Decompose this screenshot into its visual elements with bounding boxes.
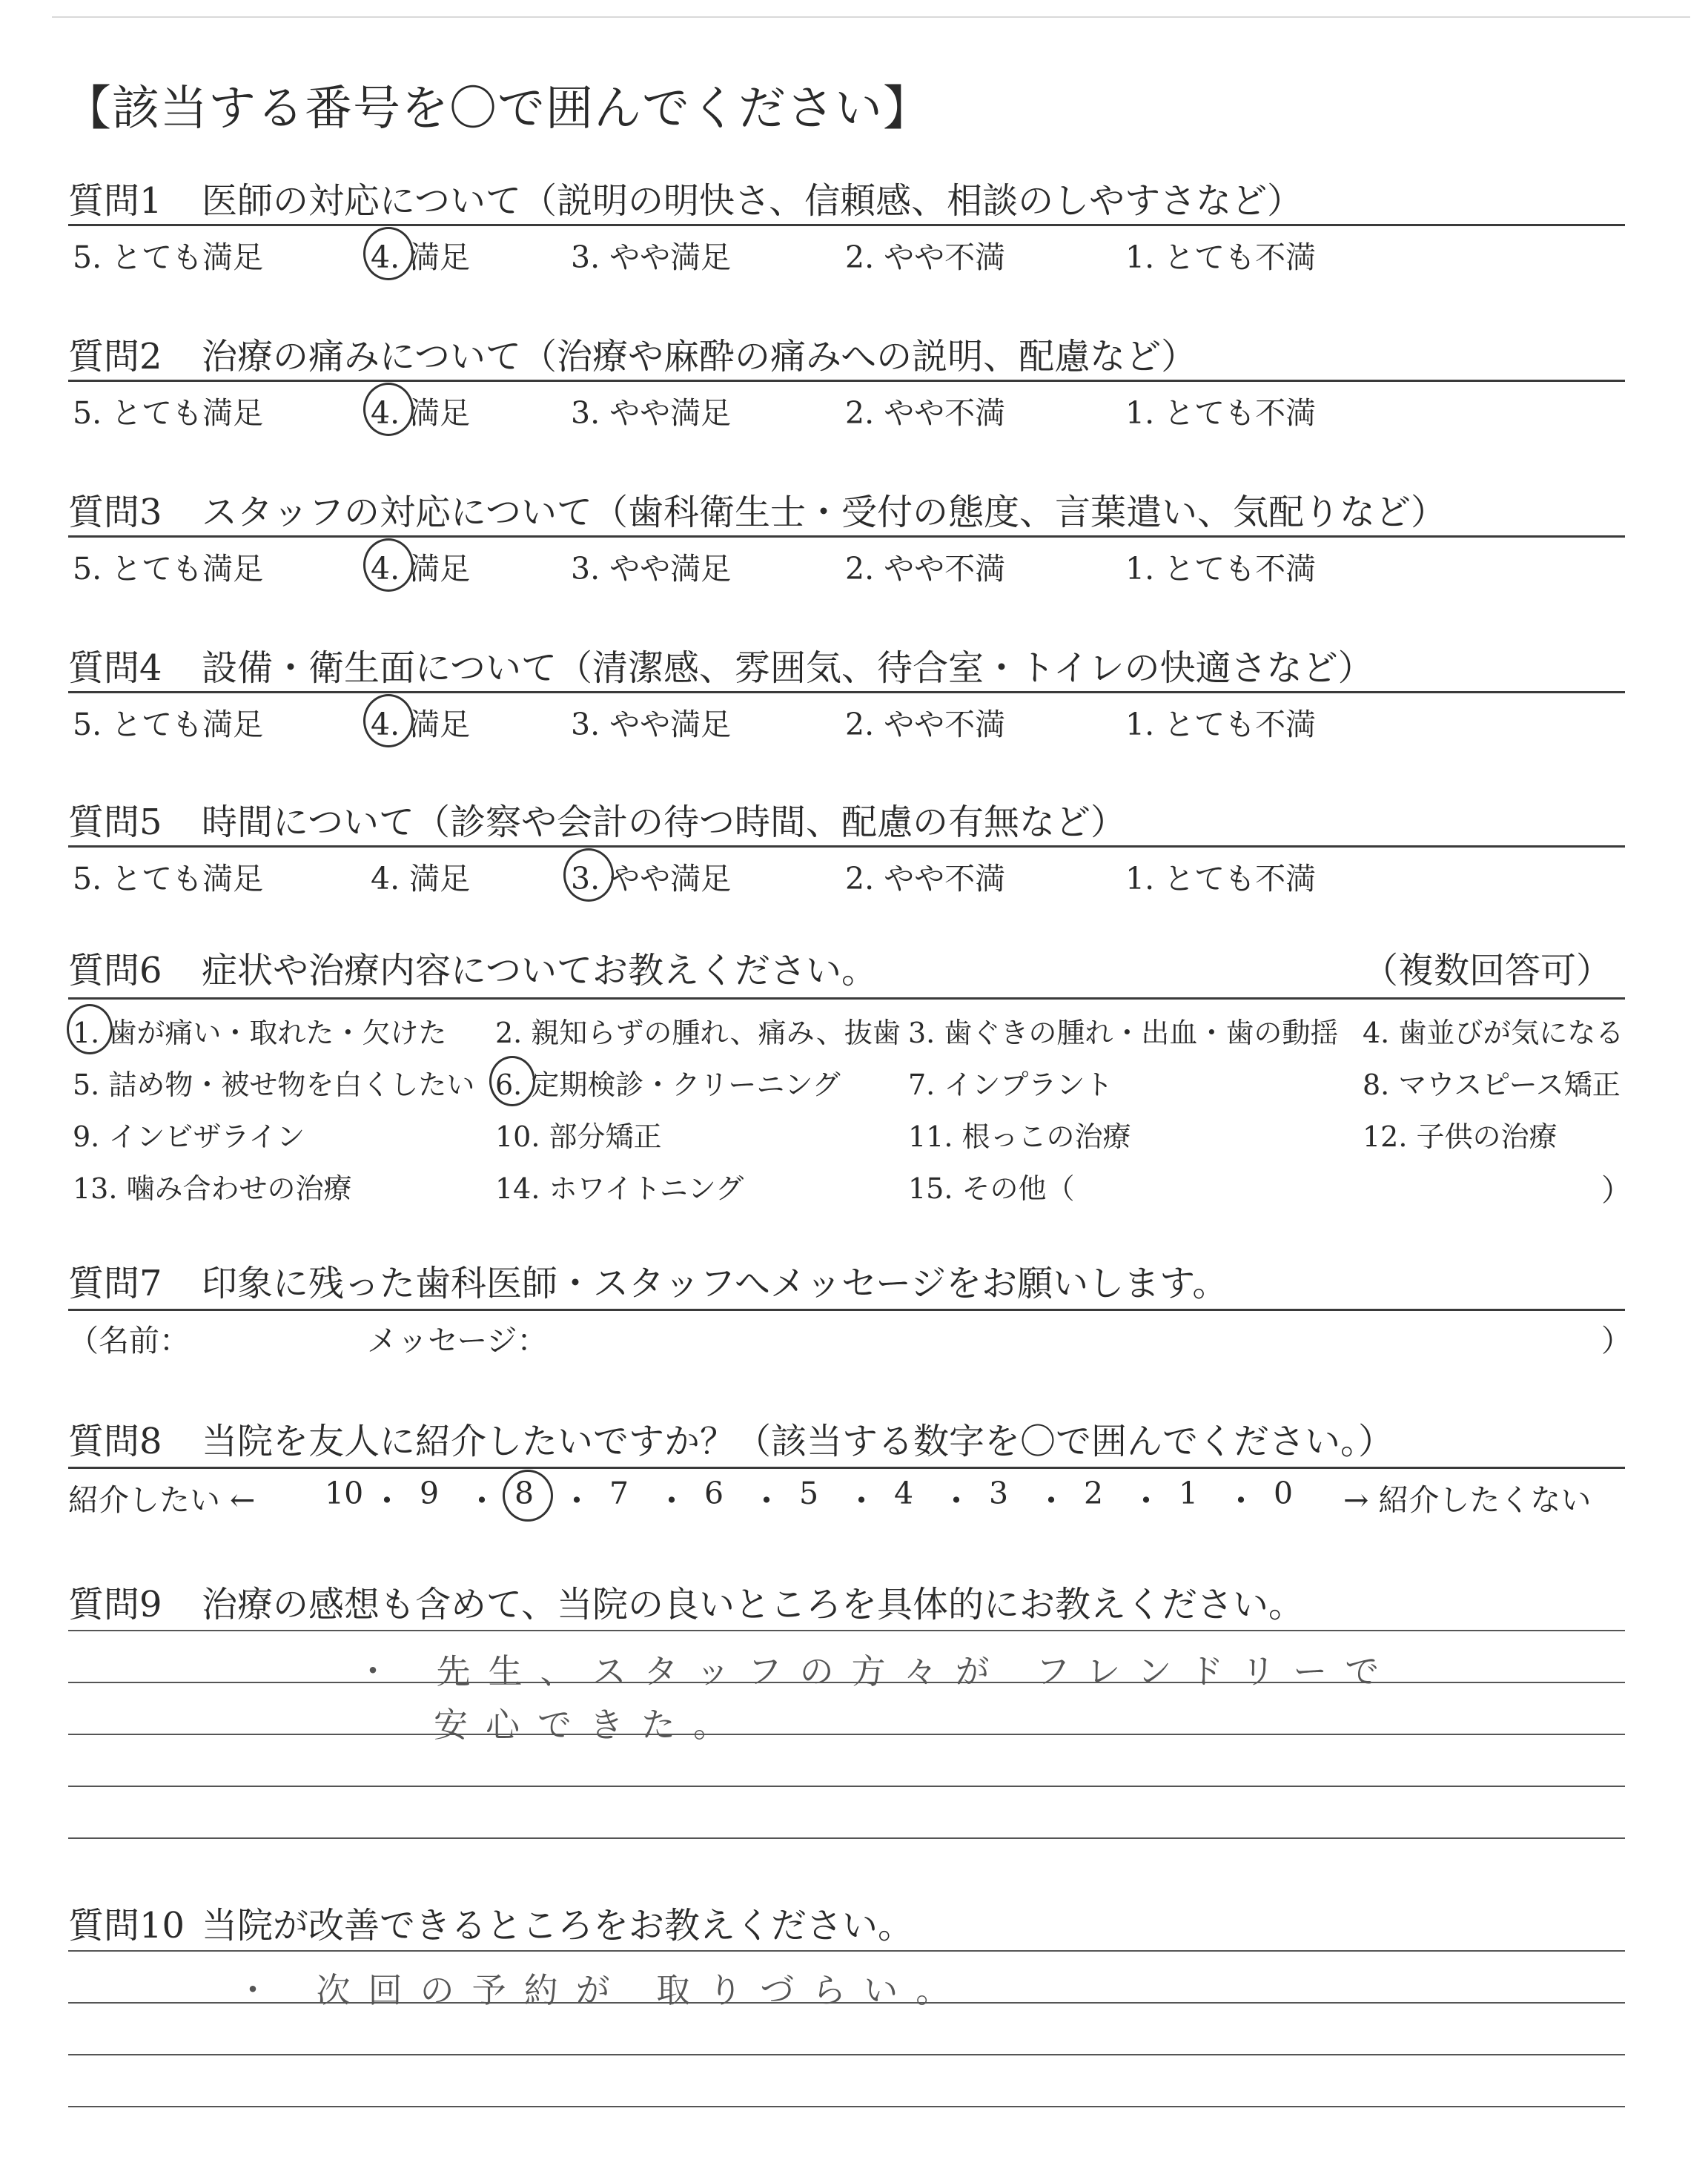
handwritten-answer: 安心できた。 [434, 1705, 745, 1745]
scale-separator: ・ [560, 1482, 593, 1520]
scale-separator: ・ [371, 1482, 403, 1520]
symptom-option[interactable]: 10. 部分矯正 [495, 1120, 662, 1153]
scale-number[interactable]: 7 [609, 1476, 629, 1511]
rating-option[interactable]: 2. やや不満 [845, 551, 1006, 587]
symptom-option[interactable]: 15. その他（ [908, 1172, 1075, 1205]
rating-option[interactable]: 2. やや不満 [845, 861, 1006, 896]
scale-number[interactable]: 0 [1274, 1476, 1294, 1511]
rating-option[interactable]: 4. 満足 [371, 707, 471, 742]
scale-number[interactable]: 4 [894, 1476, 914, 1511]
selected-circle [363, 383, 414, 436]
underline [68, 1467, 1625, 1469]
scale-separator: ・ [1225, 1482, 1257, 1520]
handwritten-answer: ・ 先生、スタッフの方々が フレンドリーで [356, 1651, 1397, 1691]
answer-line [68, 1630, 1625, 1631]
question-number: 質問5 [68, 802, 162, 843]
rating-option[interactable]: 4. 満足 [371, 861, 471, 896]
question-number: 質問10 [68, 1905, 185, 1946]
instruction-title: 【該当する番号を〇で囲んでください】 [64, 82, 931, 136]
question-7 [68, 1255, 1228, 1306]
scale-separator: ・ [1130, 1482, 1162, 1520]
rating-option[interactable]: 4. 満足 [371, 240, 471, 275]
underline [68, 224, 1625, 226]
question-text: 設備・衛生面について（清潔感、雰囲気、待合室・トイレの快適さなど） [202, 647, 1374, 689]
underline [68, 535, 1625, 538]
message-close-paren: ） [1601, 1323, 1632, 1358]
question-text: 当院を友人に紹介したいですか？（該当する数字を〇で囲んでください。） [202, 1421, 1394, 1462]
selected-circle [363, 538, 414, 592]
rating-option[interactable]: 5. とても満足 [73, 861, 264, 896]
rating-option[interactable]: 4. 満足 [371, 551, 471, 587]
question-text: 当院が改善できるところをお教えください。 [202, 1905, 914, 1946]
rating-option[interactable]: 1. とても不満 [1125, 861, 1317, 896]
answer-line [68, 1734, 1625, 1735]
selected-circle [67, 1004, 113, 1054]
underline [68, 1309, 1625, 1311]
question-text: 治療の痛みについて（治療や麻酔の痛みへの説明、配慮など） [202, 336, 1197, 377]
scale-number[interactable]: 3 [989, 1476, 1009, 1511]
question-2 [68, 328, 1196, 379]
answer-line [68, 1837, 1625, 1839]
rating-option[interactable]: 2. やや不満 [845, 240, 1006, 275]
question-5 [68, 793, 1126, 845]
answer-line [68, 1950, 1625, 1952]
rating-option[interactable]: 1. とても不満 [1125, 707, 1317, 742]
answer-line [68, 2054, 1625, 2055]
question-6 [68, 942, 877, 993]
question-text: 症状や治療内容についてお教えください。 [202, 950, 878, 991]
question-1 [68, 172, 1302, 223]
question-text: 治療の感想も含めて、当院の良いところを具体的にお教えください。 [202, 1584, 1305, 1625]
rating-option[interactable]: 1. とても不満 [1125, 240, 1317, 275]
question-10 [68, 1897, 913, 1948]
question-text: 医師の対応について（説明の明快さ、信頼感、相談のしやすさなど） [202, 180, 1303, 222]
scale-separator: ・ [655, 1482, 688, 1520]
handwritten-answer: ・ 次回の予約が 取りづらい。 [236, 1970, 968, 2010]
selected-circle [363, 694, 414, 747]
rating-option[interactable]: 5. とても満足 [73, 395, 264, 431]
scale-separator: ・ [466, 1482, 498, 1520]
rating-option[interactable]: 3. やや満足 [571, 551, 732, 587]
symptom-option[interactable]: 14. ホワイトニング [495, 1172, 744, 1205]
rating-option[interactable]: 3. やや満足 [571, 395, 732, 431]
scale-number[interactable]: 2 [1084, 1476, 1104, 1511]
scale-number[interactable]: 1 [1179, 1476, 1199, 1511]
selected-circle [503, 1470, 553, 1522]
question-number: 質問6 [68, 950, 162, 991]
question-number: 質問1 [68, 180, 162, 222]
symptom-option[interactable]: 1. 歯が痛い・取れた・欠けた [73, 1017, 447, 1049]
rating-option[interactable]: 5. とても満足 [73, 551, 264, 587]
question-number: 質問9 [68, 1584, 162, 1625]
question-8 [68, 1413, 1394, 1464]
rating-option[interactable]: 1. とても不満 [1125, 395, 1317, 431]
rating-option[interactable]: 4. 満足 [371, 395, 471, 431]
scale-number[interactable]: 10 [325, 1476, 364, 1511]
underline [68, 997, 1625, 1000]
scale-number[interactable]: 6 [704, 1476, 724, 1511]
rating-option[interactable]: 2. やや不満 [845, 395, 1006, 431]
symptom-option[interactable]: 8. マウスピース矯正 [1363, 1069, 1621, 1101]
name-label: （名前： [68, 1323, 190, 1358]
symptom-option[interactable]: 9. インビザライン [73, 1120, 305, 1153]
top-border [52, 16, 1690, 18]
scale-separator: ・ [1035, 1482, 1068, 1520]
symptom-option[interactable]: 6. 定期検診・クリーニング [495, 1069, 841, 1101]
selected-circle [489, 1056, 535, 1106]
multiple-answers-note: （複数回答可） [1363, 950, 1612, 991]
rating-option[interactable]: 2. やや不満 [845, 707, 1006, 742]
rating-option[interactable]: 5. とても満足 [73, 240, 264, 275]
underline [68, 380, 1625, 382]
underline [68, 845, 1625, 848]
question-number: 質問2 [68, 336, 162, 377]
question-4 [68, 639, 1374, 690]
symptom-option[interactable]: 3. 歯ぐきの腫れ・出血・歯の動揺 [908, 1017, 1339, 1049]
selected-circle [363, 227, 414, 280]
symptom-option[interactable]: 5. 詰め物・被せ物を白くしたい [73, 1069, 475, 1101]
symptom-option[interactable]: 7. インプラント [908, 1069, 1113, 1101]
question-number: 質問7 [68, 1263, 162, 1304]
rating-option[interactable]: 5. とても満足 [73, 707, 264, 742]
symptom-option[interactable]: 13. 噛み合わせの治療 [73, 1172, 352, 1205]
recommend-label: 紹介したい ← [68, 1482, 256, 1518]
scale-separator: ・ [940, 1482, 973, 1520]
scale-separator: ・ [845, 1482, 878, 1520]
scale-number[interactable]: 8 [514, 1476, 534, 1511]
rating-option[interactable]: 3. やや満足 [571, 707, 732, 742]
answer-line [68, 2106, 1625, 2107]
underline [68, 691, 1625, 693]
symptom-option[interactable]: 2. 親知らずの腫れ、痛み、抜歯 [495, 1017, 901, 1049]
question-3 [68, 483, 1446, 535]
question-number: 質問3 [68, 492, 162, 533]
question-text: 時間について（診察や会計の待つ時間、配慮の有無など） [202, 802, 1127, 843]
other-close-paren: ） [1601, 1172, 1632, 1208]
question-number: 質問8 [68, 1421, 162, 1462]
question-number: 質問4 [68, 647, 162, 689]
answer-line [68, 1786, 1625, 1787]
question-text: 印象に残った歯科医師・スタッフへメッセージをお願いします。 [202, 1263, 1228, 1304]
scale-separator: ・ [750, 1482, 783, 1520]
question-9 [68, 1576, 1304, 1627]
scale-number[interactable]: 5 [799, 1476, 819, 1511]
question-text: スタッフの対応について（歯科衛生士・受付の態度、言葉遣い、気配りなど） [202, 492, 1447, 533]
symptom-option[interactable]: 11. 根っこの治療 [908, 1120, 1131, 1153]
rating-option[interactable]: 1. とても不満 [1125, 551, 1317, 587]
symptom-option[interactable]: 4. 歯並びが気になる [1363, 1017, 1624, 1049]
rating-option[interactable]: 3. やや満足 [571, 861, 732, 896]
scale-number[interactable]: 9 [420, 1476, 440, 1511]
selected-circle [563, 848, 614, 902]
message-label: メッセージ： [367, 1323, 548, 1358]
rating-option[interactable]: 3. やや満足 [571, 240, 732, 275]
not-recommend-label: → 紹介したくない [1343, 1482, 1592, 1518]
symptom-option[interactable]: 12. 子供の治療 [1363, 1120, 1558, 1153]
